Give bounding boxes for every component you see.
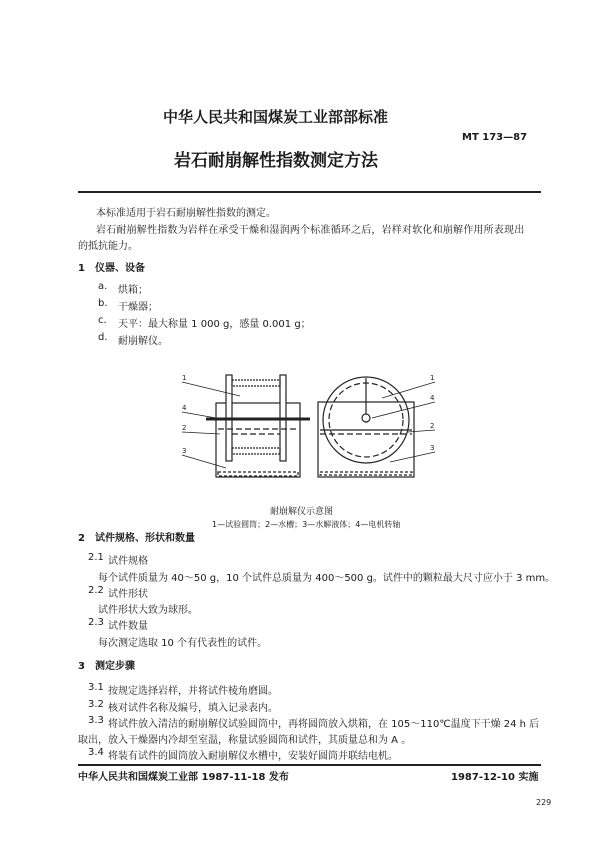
intro-p2: 岩石耐崩解性指数为岩样在承受干燥和湿润两个标准循环之后，岩样对软化和崩解作用所表现出	[96, 225, 525, 236]
list-item-d	[98, 332, 168, 347]
sub-2-1-text: 每个试件质量为 40～50 g，10 个试件总质量为 400～500 g。试件中的颗粒最大尺寸应小于 3 mm。	[98, 573, 556, 584]
figure-legend: 1—试验圆筒；2—水槽；3—水解液体；4—电机转轴	[212, 520, 401, 529]
callout-1: 1	[182, 374, 187, 382]
list-item-a	[98, 281, 148, 296]
section1-heading: 1 仪器、设备	[78, 263, 145, 274]
step-num: 3.1	[88, 682, 104, 693]
sub-num: 2.3	[88, 617, 104, 628]
section3-heading: 3 测定步骤	[78, 661, 135, 672]
sub-2-2	[88, 585, 148, 600]
figure-caption: 耐崩解仪示意图	[270, 507, 334, 517]
callout-4: 4	[182, 404, 187, 412]
page-number: 229	[536, 798, 552, 807]
sub-2-3	[88, 617, 148, 632]
item-text: 耐崩解仪。	[118, 336, 168, 347]
item-label: b.	[98, 298, 108, 309]
item-label: a.	[98, 281, 108, 292]
intro-p2-cont: 的抵抗能力。	[78, 241, 138, 252]
list-item-b	[98, 298, 158, 313]
step-text: 将装有试件的圆筒放入耐崩解仪水槽中，安装好圆筒并联结电机。	[108, 751, 398, 762]
item-text: 天平：最大称量 1 000 g，感量 0.001 g；	[118, 319, 311, 330]
step-num: 3.4	[88, 747, 104, 758]
item-label: c.	[98, 315, 107, 326]
callout-4-front: 4	[430, 394, 435, 402]
header-rule	[78, 191, 541, 193]
callout-2: 2	[182, 424, 187, 432]
step-3-4	[88, 747, 398, 762]
callout-1-front: 1	[430, 374, 435, 382]
intro-p1: 本标准适用于岩石耐崩解性指数的测定。	[96, 208, 276, 219]
front-view	[318, 377, 414, 477]
side-view	[206, 375, 310, 477]
item-label: d.	[98, 332, 108, 343]
step-3-2	[88, 699, 278, 714]
callout-2-front: 2	[430, 422, 435, 430]
step-3-3	[88, 715, 540, 730]
issue-date: 中华人民共和国煤炭工业部 1987-11-18 发布	[78, 772, 289, 783]
step-num: 3.3	[88, 715, 104, 726]
callout-3: 3	[182, 447, 187, 455]
sub-title: 试件形状	[108, 589, 148, 600]
section2-heading: 2 试件规格、形状和数量	[78, 533, 195, 544]
callout-3-front: 3	[430, 444, 435, 452]
footer-rule	[78, 764, 541, 766]
sub-2-1	[88, 552, 148, 567]
step-text: 按规定选择岩样，并将试件棱角磨圆。	[108, 686, 278, 697]
issuing-authority: 中华人民共和国煤炭工业部部标准	[163, 108, 389, 126]
effective-date: 1987-12-10 实施	[451, 772, 539, 783]
sub-num: 2.2	[88, 585, 104, 596]
document-title: 岩石耐崩解性指数测定方法	[174, 151, 378, 171]
sub-title: 试件规格	[108, 556, 148, 567]
list-item-c	[98, 315, 311, 330]
step-num: 3.2	[88, 699, 104, 710]
item-text: 烘箱；	[118, 285, 148, 296]
sub-title: 试件数量	[108, 621, 148, 632]
sub-num: 2.1	[88, 552, 104, 563]
slake-durability-apparatus-diagram	[170, 360, 450, 495]
step-3-1	[88, 682, 278, 697]
sub-2-2-text: 试件形状大致为球形。	[98, 605, 198, 616]
step-text: 将试件放入清洁的耐崩解仪试验圆筒中，再将圆筒放入烘箱，在 105～110℃温度下干燥 24 h 后	[108, 719, 540, 730]
standard-code: MT 173—87	[462, 132, 528, 143]
item-text: 干燥器；	[118, 302, 158, 313]
step-text: 核对试件名称及编号，填入记录表内。	[108, 703, 278, 714]
step-3-3-cont: 取出，放入干燥器内冷却至室温，称量试验圆筒和试件，其质量总和为 A 。	[78, 735, 412, 746]
sub-2-3-text: 每次测定选取 10 个有代表性的试件。	[98, 638, 268, 649]
